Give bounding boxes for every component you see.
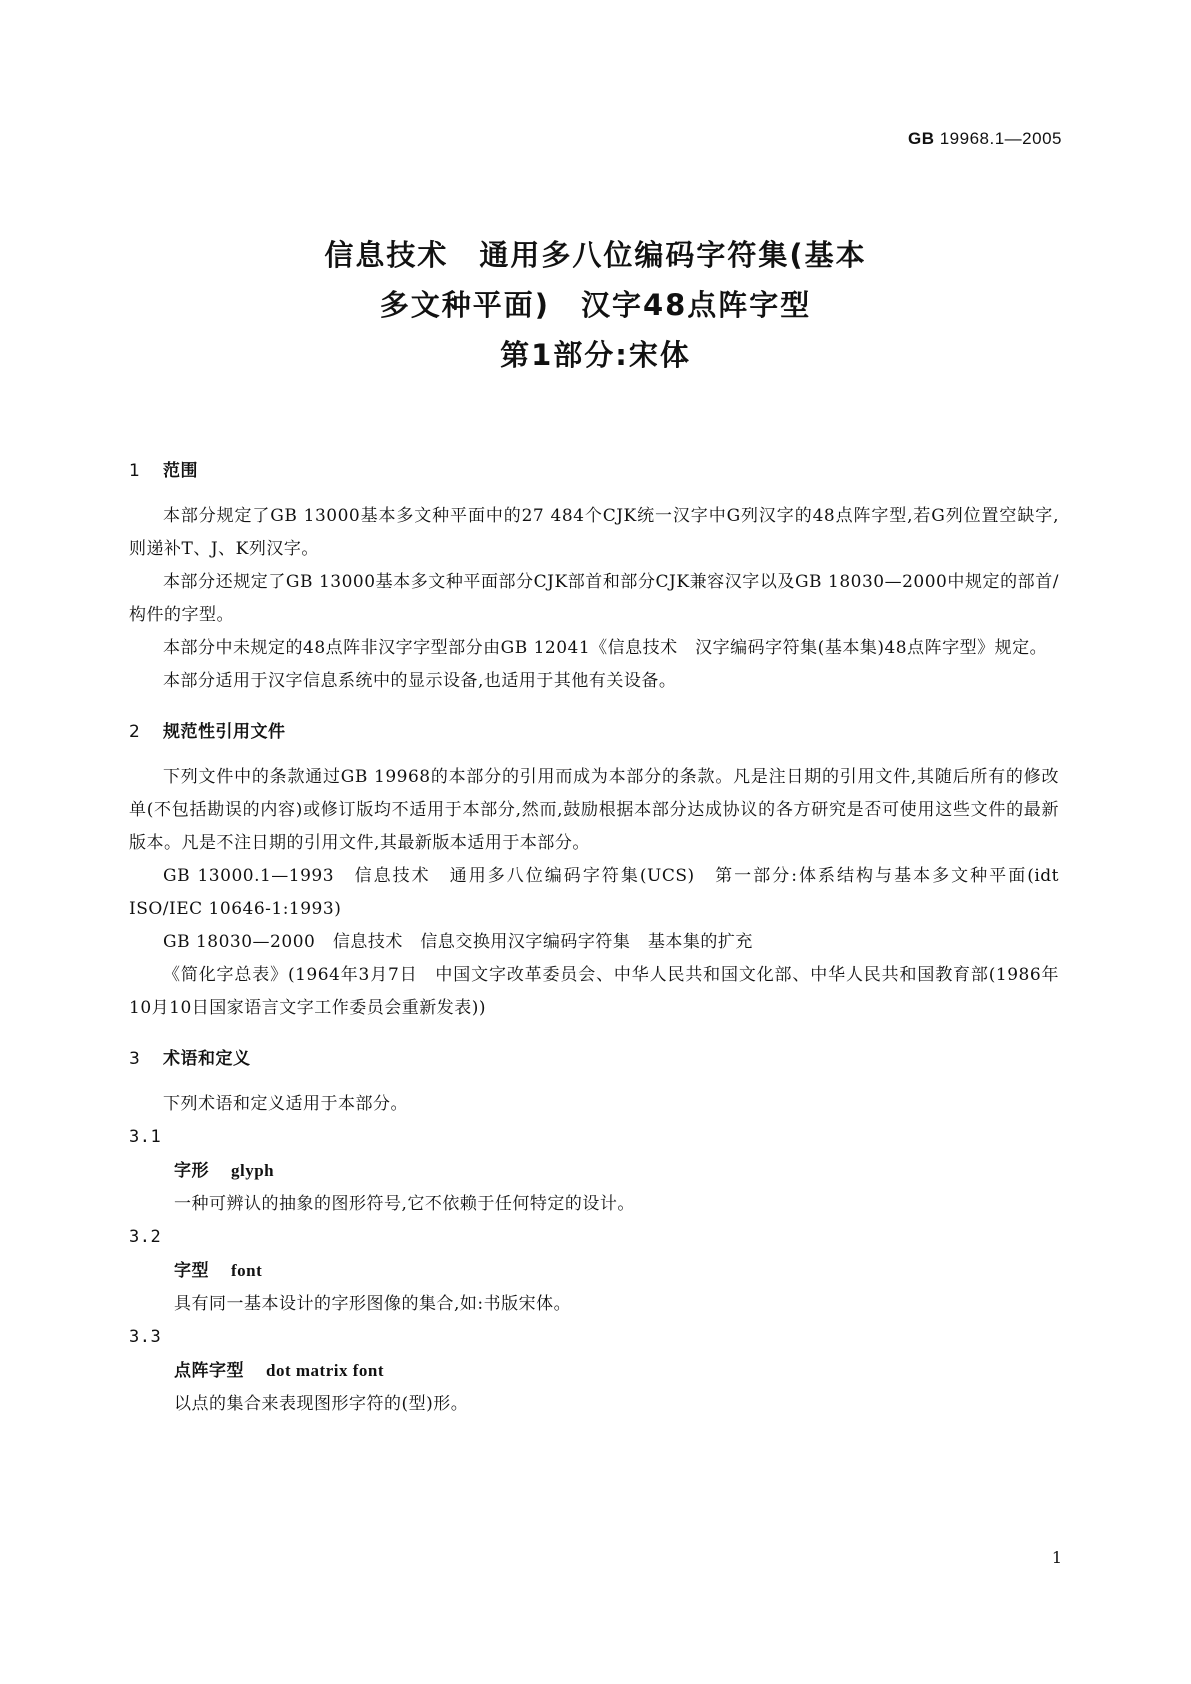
term-en: glyph	[231, 1161, 275, 1180]
reference-item: GB 18030—2000 信息技术 信息交换用汉字编码字符集 基本集的扩充	[163, 932, 753, 952]
section-heading-scope	[129, 455, 1059, 488]
term-definition: 以点的集合来表现图形字符的(型)形。	[174, 1394, 469, 1414]
title-line-3: 第1部分:宋体	[500, 338, 691, 372]
document-title	[0, 230, 1191, 380]
paragraph: 本部分适用于汉字信息系统中的显示设备,也适用于其他有关设备。	[163, 671, 677, 691]
standard-prefix: GB	[907, 129, 935, 148]
paragraph: 本部分中未规定的48点阵非汉字字型部分由GB 12041《信息技术 汉字编码字符集(基本集)48点阵字型》规定。	[163, 638, 1048, 658]
title-line-1: 信息技术 通用多八位编码字符集(基本	[324, 238, 867, 272]
term-number: 3.2	[129, 1227, 162, 1247]
section-title: 范围	[163, 461, 198, 481]
reference-item: 《简化字总表》(1964年3月7日 中国文字改革委员会、中华人民共和国文化部、中华人民共和国教育部(1986年10月10日国家语言文字工作委员会重新发表))	[129, 965, 1059, 1018]
paragraph: 下列文件中的条款通过GB 19968的本部分的引用而成为本部分的条款。凡是注日期的引用文件,其随后所有的修改单(不包括勘误的内容)或修订版均不适用于本部分,然而,鼓励根据本部分达成协议的各方研究是否可使用这些文件的最新版本。凡是不注日期的引用文件,其最新版本适用于本部分。	[129, 767, 1059, 853]
document-body	[129, 455, 1059, 1421]
term-entry	[129, 1354, 1059, 1388]
term-definition: 一种可辨认的抽象的图形符号,它不依赖于任何特定的设计。	[174, 1194, 635, 1214]
reference-item: GB 13000.1—1993 信息技术 通用多八位编码字符集(UCS) 第一部分:体系结构与基本多文种平面(idt ISO/IEC 10646-1:1993)	[129, 866, 1059, 919]
paragraph: 本部分还规定了GB 13000基本多文种平面部分CJK部首和部分CJK兼容汉字以及GB 18030—2000中规定的部首/构件的字型。	[129, 572, 1059, 625]
term-zh: 字形	[174, 1161, 209, 1181]
section-title: 术语和定义	[163, 1049, 251, 1069]
section-heading-normative-references	[129, 716, 1059, 749]
page-number: 1	[1051, 1548, 1062, 1567]
standard-code	[908, 129, 1062, 149]
term-en: dot matrix font	[266, 1361, 384, 1380]
term-number: 3.3	[129, 1327, 162, 1347]
paragraph: 本部分规定了GB 13000基本多文种平面中的27 484个CJK统一汉字中G列汉字的48点阵字型,若G列位置空缺字,则递补T、J、K列汉字。	[129, 506, 1059, 559]
term-definition: 具有同一基本设计的字形图像的集合,如:书版宋体。	[174, 1294, 572, 1314]
section-number: 3	[129, 1049, 141, 1069]
section-heading-terms	[129, 1043, 1059, 1076]
term-number: 3.1	[129, 1127, 162, 1147]
term-entry	[129, 1254, 1059, 1288]
term-entry	[129, 1154, 1059, 1188]
section-title: 规范性引用文件	[163, 722, 286, 742]
term-en: font	[231, 1261, 263, 1280]
standard-number: 19968.1—2005	[939, 129, 1062, 148]
paragraph: 下列术语和定义适用于本部分。	[163, 1094, 408, 1114]
section-number: 2	[129, 722, 141, 742]
title-line-2: 多文种平面) 汉字48点阵字型	[379, 288, 812, 322]
section-number: 1	[129, 461, 141, 481]
term-zh: 点阵字型	[174, 1361, 244, 1381]
term-zh: 字型	[174, 1261, 209, 1281]
